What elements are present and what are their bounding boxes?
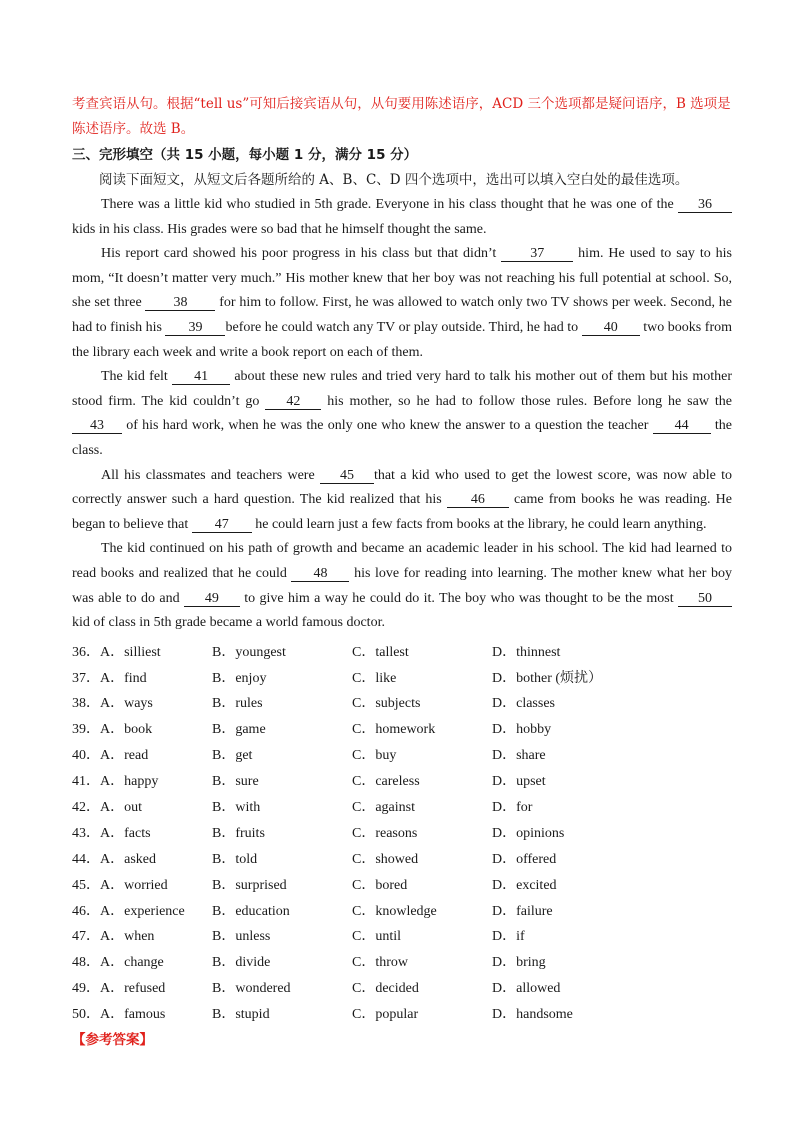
passage-text: he could learn just a few facts from books at the library, he could learn anything. — [251, 516, 707, 532]
passage-text: of his hard work, when he was the only one who knew the answer to a question the teacher — [122, 418, 653, 434]
option-c — [352, 796, 492, 816]
option-text: B．rules — [212, 696, 263, 712]
passage-paragraph-1 — [72, 193, 732, 242]
option-text: C．popular — [352, 1007, 419, 1023]
option-row — [72, 741, 732, 767]
option-text: C．reasons — [352, 825, 418, 841]
question-number: 45． — [72, 877, 100, 893]
option-text: B．told — [212, 851, 258, 867]
option-text: B．surprised — [212, 877, 287, 893]
option-text: D．excited — [492, 877, 557, 893]
option-text: C．decided — [352, 981, 419, 997]
option-d — [492, 1003, 573, 1023]
option-text: A．change — [100, 955, 164, 971]
option-b — [212, 848, 352, 868]
passage-text: came from books he was reading. He began to believe that — [72, 492, 732, 532]
option-d — [492, 641, 560, 661]
option-b — [212, 718, 352, 738]
option-text: B．stupid — [212, 1007, 270, 1023]
option-row — [72, 767, 732, 793]
option-b — [212, 822, 352, 842]
option-text: A．book — [100, 722, 153, 738]
question-number: 48． — [72, 955, 100, 971]
option-text: D．offered — [492, 851, 557, 867]
instruction-text: 阅读下面短文，从短文后各题所给的 A、B、C、D 四个选项中，选出可以填入空白处的最佳选项。 — [99, 172, 689, 188]
option-b — [212, 900, 352, 920]
option-text: D．bring — [492, 955, 546, 971]
question-number: 49． — [72, 981, 100, 997]
option-d — [492, 744, 546, 764]
blank-50: 50 — [678, 591, 732, 607]
option-b — [212, 977, 352, 997]
option-text: A．happy — [100, 774, 159, 790]
option-text: D．opinions — [492, 825, 565, 841]
blank-42: 42 — [265, 394, 321, 410]
option-text: C．careless — [352, 774, 420, 790]
question-number: 50． — [72, 1007, 100, 1023]
option-text: C．bored — [352, 877, 408, 893]
option-row — [72, 793, 732, 819]
blank-49: 49 — [184, 591, 240, 607]
option-c — [352, 667, 492, 687]
option-d — [492, 951, 546, 971]
option-a — [72, 667, 212, 687]
option-c — [352, 900, 492, 920]
option-b — [212, 951, 352, 971]
blank-47: 47 — [192, 517, 252, 533]
option-d — [492, 770, 546, 790]
option-text: C．against — [352, 799, 415, 815]
option-c — [352, 744, 492, 764]
option-text: A．out — [100, 799, 142, 815]
option-text: C．like — [352, 670, 397, 686]
passage-text: that a kid who used to get the lowest score, was now able to correctly answer such a hard question. The kid realized that his — [72, 467, 732, 508]
option-text: A．experience — [100, 903, 185, 919]
option-d — [492, 822, 564, 842]
option-text: D．classes — [492, 696, 555, 712]
option-a — [72, 770, 212, 790]
passage-text: about these new rules and tried very hard to talk his mother out of them but his mother stood firm. The kid couldn’t go — [72, 369, 732, 409]
option-row — [72, 948, 732, 974]
option-row — [72, 689, 732, 715]
option-text: D．upset — [492, 774, 546, 790]
option-a — [72, 900, 212, 920]
option-c — [352, 1003, 492, 1023]
option-d — [492, 925, 525, 945]
option-text: A．asked — [100, 851, 156, 867]
option-text: B．youngest — [212, 644, 286, 660]
blank-46: 46 — [447, 492, 509, 508]
passage-paragraph-4 — [72, 464, 732, 538]
option-c — [352, 874, 492, 894]
option-text: C．subjects — [352, 696, 421, 712]
option-row — [72, 715, 732, 741]
passage-text: kids in his class. His grades were so bad that he himself thought the same. — [72, 221, 487, 237]
option-a — [72, 848, 212, 868]
option-b — [212, 641, 352, 661]
option-text: B．game — [212, 722, 266, 738]
passage-paragraph-3 — [72, 365, 732, 463]
option-row — [72, 638, 732, 664]
passage-text: All his classmates and teachers were — [101, 467, 320, 483]
options-list — [72, 638, 732, 1026]
option-text: C．tallest — [352, 644, 409, 660]
option-c — [352, 641, 492, 661]
question-number: 47． — [72, 929, 100, 945]
option-text: D．allowed — [492, 981, 561, 997]
option-row — [72, 871, 732, 897]
option-b — [212, 796, 352, 816]
option-b — [212, 925, 352, 945]
option-text: D．failure — [492, 903, 553, 919]
passage-text: the class. — [72, 418, 732, 458]
option-text: A．worried — [100, 877, 168, 893]
passage-text: him. He used to say to his mom, “It doesn’t matter very much.” His mother knew that her boy was not reaching his full potential at school. So, she set three — [72, 246, 733, 311]
option-b — [212, 770, 352, 790]
passage-text: his mother, so he had to follow those rules. Before long he saw the — [321, 393, 732, 409]
option-d — [492, 874, 557, 894]
passage-text: There was a little kid who studied in 5th grade. Everyone in his class thought that he was one of the — [101, 197, 678, 212]
option-a — [72, 641, 212, 661]
option-b — [212, 744, 352, 764]
option-row — [72, 1000, 732, 1026]
option-row — [72, 664, 732, 690]
option-a — [72, 822, 212, 842]
option-row — [72, 922, 732, 948]
option-text: A．refused — [100, 981, 166, 997]
passage-paragraph-2 — [72, 242, 732, 365]
option-a — [72, 874, 212, 894]
blank-39: 39 — [165, 320, 225, 336]
option-text: A．famous — [100, 1007, 166, 1023]
option-c — [352, 692, 492, 712]
passage-text: The kid felt — [101, 369, 173, 385]
option-c — [352, 977, 492, 997]
option-a — [72, 692, 212, 712]
option-text: A．facts — [100, 825, 151, 841]
passage-paragraph-5 — [72, 537, 732, 635]
question-number: 39． — [72, 722, 100, 738]
option-d — [492, 692, 555, 712]
option-row — [72, 845, 732, 871]
answer-heading: 【参考答案】 — [72, 1032, 153, 1049]
option-text: A．ways — [100, 696, 153, 712]
option-a — [72, 977, 212, 997]
option-c — [352, 770, 492, 790]
option-text: D．share — [492, 748, 546, 764]
question-number: 41． — [72, 774, 100, 790]
option-text: C．until — [352, 929, 402, 945]
option-c — [352, 718, 492, 738]
question-number: 38． — [72, 696, 100, 712]
option-text: D．hobby — [492, 722, 552, 738]
option-a — [72, 744, 212, 764]
option-d — [492, 977, 560, 997]
option-d — [492, 848, 556, 868]
option-row — [72, 897, 732, 923]
passage-text: his love for reading into learning. The mother knew what her boy was able to do and — [72, 565, 733, 606]
passage-text: The kid continued on his path of growth and became an academic leader in his school. The kid had learned to read books and realized that he could — [72, 541, 732, 581]
option-text: B．wondered — [212, 981, 291, 997]
question-number: 36． — [72, 644, 100, 660]
blank-44: 44 — [653, 418, 711, 434]
option-text: A．read — [100, 748, 149, 764]
option-a — [72, 951, 212, 971]
option-text: A．find — [100, 670, 147, 686]
option-text: C．homework — [352, 722, 436, 738]
blank-37: 37 — [501, 246, 573, 262]
option-text: D．handsome — [492, 1007, 573, 1023]
passage-text: His report card showed his poor progress in his class but that didn’t — [101, 246, 502, 262]
option-b — [212, 1003, 352, 1023]
option-b — [212, 874, 352, 894]
passage-text: kid of class in 5th grade became a world famous doctor. — [72, 615, 385, 631]
blank-36: 36 — [678, 197, 732, 213]
option-text: B．sure — [212, 774, 259, 790]
option-a — [72, 796, 212, 816]
question-number: 40． — [72, 748, 100, 764]
blank-48: 48 — [291, 566, 349, 582]
option-text: B．enjoy — [212, 670, 267, 686]
option-text: A．when — [100, 929, 155, 945]
document-page — [72, 92, 732, 1048]
question-number: 43． — [72, 825, 100, 841]
option-text: B．fruits — [212, 825, 265, 841]
option-text: B．education — [212, 903, 290, 919]
option-c — [352, 951, 492, 971]
section-title: 三、完形填空（共 15 小题，每小题 1 分，满分 15 分） — [72, 147, 418, 163]
option-row — [72, 974, 732, 1000]
option-text: B．unless — [212, 929, 271, 945]
passage-text: two books from the library each week and write a book report on each of them. — [72, 319, 732, 360]
option-text: B．get — [212, 748, 253, 764]
option-text: C．throw — [352, 955, 408, 971]
option-c — [352, 848, 492, 868]
question-number: 46． — [72, 903, 100, 919]
option-text: D．for — [492, 799, 533, 815]
option-text: D．if — [492, 929, 525, 945]
option-c — [352, 925, 492, 945]
previous-answer-explanation: 考查宾语从句。根据“tell us”可知后接宾语从句，从句要用陈述语序，ACD 三个选项都是疑问语序，B 选项是陈述语序。故选 B。 — [72, 96, 731, 137]
option-text: B．with — [212, 799, 261, 815]
option-d — [492, 718, 551, 738]
passage-text: to give him a way he could do it. The boy who was thought to be the most — [239, 590, 678, 606]
blank-43: 43 — [72, 418, 122, 434]
option-c — [352, 822, 492, 842]
option-a — [72, 1003, 212, 1023]
blank-41: 41 — [172, 369, 230, 385]
option-b — [212, 692, 352, 712]
option-text: D．bother (烦扰） — [492, 670, 603, 686]
option-text: B．divide — [212, 955, 271, 971]
option-text: C．knowledge — [352, 903, 437, 919]
question-number: 42． — [72, 799, 100, 815]
blank-45: 45 — [320, 468, 374, 484]
option-d — [492, 667, 602, 687]
blank-38: 38 — [145, 295, 215, 311]
option-text: D．thinnest — [492, 644, 561, 660]
passage-text: for him to follow. First, he was allowed to watch only two TV shows per week. Second, he had to finish his — [72, 295, 732, 335]
option-d — [492, 796, 532, 816]
option-a — [72, 925, 212, 945]
option-text: A．silliest — [100, 644, 161, 660]
option-d — [492, 900, 553, 920]
blank-40: 40 — [582, 320, 640, 336]
option-text: C．showed — [352, 851, 419, 867]
option-b — [212, 667, 352, 687]
option-row — [72, 819, 732, 845]
option-text: C．buy — [352, 748, 397, 764]
passage-text: before he could watch any TV or play outside. Third, he had to — [225, 319, 582, 335]
question-number: 37． — [72, 670, 100, 686]
option-a — [72, 718, 212, 738]
question-number: 44． — [72, 851, 100, 867]
